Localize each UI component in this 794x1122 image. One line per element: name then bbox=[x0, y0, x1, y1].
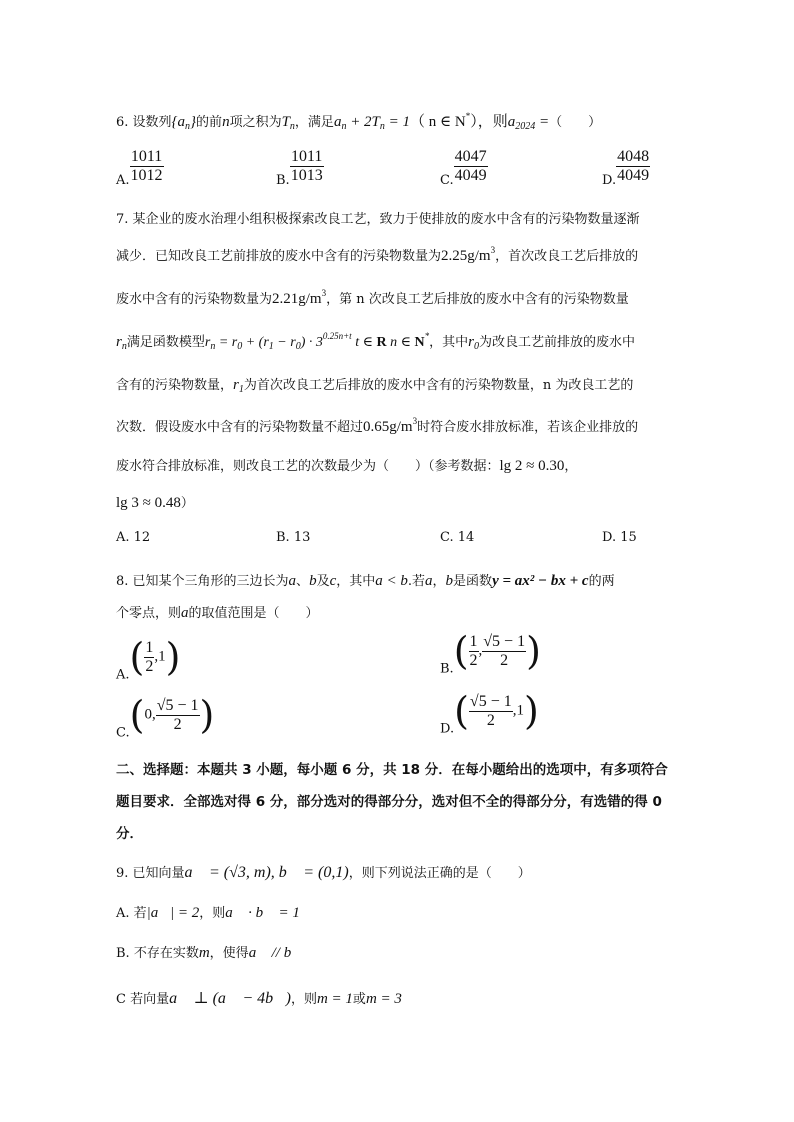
section-2-line-2: 题目要求．全部选对得 6 分，部分选对的得部分分，选对但不全的得部分分，有选错的得 0 bbox=[116, 794, 662, 810]
text: 次数．假设废水中含有的污染物数量不超过 bbox=[116, 420, 364, 435]
fraction: $\frac{4048}{4049}$ bbox=[617, 148, 650, 184]
text: ，其中 bbox=[429, 335, 469, 350]
q7-lg2: lg 2 ≈ 0.30 bbox=[499, 458, 565, 474]
fraction: $\frac{√5 - 1}{2}$ bbox=[469, 692, 512, 729]
text: ，首次改良工艺后排放的 bbox=[495, 249, 639, 264]
text: 是函数 bbox=[453, 574, 493, 589]
text: 、 bbox=[296, 574, 310, 589]
q9-stem bbox=[116, 862, 531, 882]
q6-n: n bbox=[222, 114, 230, 130]
q9-option-a[interactable] bbox=[116, 902, 300, 922]
q6-Tn: $T_n$ bbox=[281, 114, 295, 132]
text: 为改良工艺前排放的废水中 bbox=[478, 335, 635, 350]
q6-option-d[interactable] bbox=[602, 148, 650, 188]
q7-line-3 bbox=[116, 288, 629, 308]
q7-line-7 bbox=[116, 455, 577, 475]
q7-line-4 bbox=[116, 331, 635, 352]
text: ，则 bbox=[199, 906, 226, 921]
text: C 若向量 bbox=[116, 992, 170, 1007]
math: m = 1 bbox=[316, 991, 353, 1007]
fraction: $\frac{√5 - 1}{2}$ bbox=[483, 632, 526, 669]
q7-option-c[interactable]: C. 14 bbox=[440, 530, 475, 545]
q6-option-b[interactable] bbox=[276, 148, 324, 188]
q6-seq: $\{a_n\}$ bbox=[171, 114, 197, 132]
q7-line-8 bbox=[116, 492, 194, 512]
section-2-line-3: 分． bbox=[116, 826, 143, 842]
var-a: a bbox=[425, 573, 433, 589]
q8-option-d[interactable]: D.( $\frac{√5 - 1}{2}$ ,1) bbox=[440, 689, 539, 737]
q6-text: 项之积为 bbox=[229, 115, 282, 130]
text: ， bbox=[432, 574, 446, 589]
q7-line-1: 7. 某企业的废水治理小组积极探索改良工艺，致力于使排放的废水中含有的污染物数量逐渐 bbox=[116, 212, 640, 227]
math: a⃗ · b⃗ = 1 bbox=[225, 905, 300, 921]
function: y = ax² − bx + c bbox=[492, 573, 589, 589]
text: ， bbox=[564, 459, 578, 474]
fraction: $\frac{1}{2}$ bbox=[469, 632, 478, 669]
q7-line-6 bbox=[116, 416, 638, 436]
q6-stem bbox=[116, 110, 601, 132]
q6-equation: $a_n + 2T_n = 1$ bbox=[333, 114, 411, 132]
q7-r1: $r_1$ bbox=[233, 377, 244, 395]
q6-option-a[interactable] bbox=[116, 148, 164, 188]
q8-line-2 bbox=[116, 602, 319, 622]
q6-text: ，满足 bbox=[294, 115, 334, 130]
text: 的取值范围是（ ） bbox=[188, 606, 319, 621]
fraction: $\frac{1011}{1012}$ bbox=[130, 148, 163, 184]
q8-option-a[interactable]: A.( $\frac{1}{2}$ ,1) bbox=[116, 635, 181, 683]
q7-option-a[interactable]: A. 12 bbox=[116, 530, 151, 545]
q7-model: $r_n = r_0 + (r_1 - r_0) \cdot 3^{0.25n+t}$ t ∈ R n ∈ N* bbox=[204, 331, 430, 352]
text: ，其中 bbox=[336, 574, 376, 589]
text: 满足函数模型 bbox=[126, 335, 205, 350]
text: 的两 bbox=[588, 574, 615, 589]
text: .若 bbox=[407, 574, 426, 589]
q6-text: 的前 bbox=[196, 115, 223, 130]
q7-line-5 bbox=[116, 374, 633, 395]
q7-option-b[interactable]: B. 13 bbox=[276, 530, 311, 545]
q9-vectors: a⃗ = (√3, m), b⃗ = (0,1) bbox=[184, 864, 349, 881]
text: 减少．已知改良工艺前排放的废水中含有的污染物数量为 bbox=[116, 249, 442, 264]
text: 及 bbox=[316, 574, 330, 589]
q6-option-c[interactable] bbox=[440, 148, 488, 188]
option-label: A. bbox=[116, 667, 130, 683]
text: ，则 bbox=[290, 992, 317, 1007]
text: 废水符合排放标准，则改良工艺的次数最少为（ ）（参考数据： bbox=[116, 459, 500, 474]
math: a⃗ // b⃗ bbox=[248, 945, 303, 961]
math: |a⃗| = 2 bbox=[146, 905, 200, 921]
text: 为首次改良工艺后排放的废水中含有的污染物数量，n 为改良工艺的 bbox=[243, 378, 634, 393]
inequality: a < b bbox=[375, 573, 408, 589]
option-label: D. bbox=[602, 173, 617, 188]
q7-line-2 bbox=[116, 245, 638, 265]
option-label: C. bbox=[440, 173, 454, 188]
q6-text: 6. 设数列 bbox=[116, 115, 172, 130]
q7-value-3: $0.65g/m^3$ bbox=[363, 416, 418, 435]
var-b: b bbox=[309, 573, 317, 589]
var-b: b bbox=[445, 573, 454, 589]
q6-condition: （ n ∈ N*），则 bbox=[410, 111, 508, 130]
text: 8. 已知某个三角形的三边长为 bbox=[116, 574, 289, 589]
text: ,1 bbox=[512, 702, 524, 719]
q9-option-b[interactable] bbox=[116, 942, 303, 962]
text: 时符合废水排放标准，若该企业排放的 bbox=[417, 420, 639, 435]
q8-line-1 bbox=[116, 570, 615, 590]
math: m = 3 bbox=[365, 991, 402, 1007]
text: ,1 bbox=[154, 648, 166, 665]
q7-rn: $r_n$ bbox=[116, 334, 127, 352]
math: a⃗ ⊥ (a⃗ − 4b⃗) bbox=[169, 990, 291, 1007]
section-2-line-1: 二、选择题：本题共 3 小题，每小题 6 分，共 18 分．在每小题给出的选项中，有多项符合 bbox=[116, 762, 668, 778]
q8-option-c[interactable]: C.(0, $\frac{√5 - 1}{2}$ ) bbox=[116, 693, 215, 741]
option-label: D. bbox=[440, 721, 455, 737]
q7-r0: $r_0$ bbox=[468, 334, 479, 352]
text: 个零点，则 bbox=[116, 606, 182, 621]
text: 废水中含有的污染物数量为 bbox=[116, 292, 273, 307]
text: ，则下列说法正确的是（ ） bbox=[348, 866, 531, 881]
q8-option-b[interactable]: B.( $\frac{1}{2}$ , $\frac{√5 - 1}{2}$ ) bbox=[440, 629, 541, 677]
q7-lg3: lg 3 ≈ 0.48 bbox=[116, 495, 181, 511]
q7-value-2: $2.21g/m^3$ bbox=[272, 288, 327, 307]
fraction: $\frac{4047}{4049}$ bbox=[454, 148, 487, 184]
text: ，使得 bbox=[209, 946, 249, 961]
text: 9. 已知向量 bbox=[116, 866, 185, 881]
text: B. 不存在实数 bbox=[116, 946, 199, 961]
q6-blank: （ ） bbox=[549, 115, 602, 130]
text: 含有的污染物数量， bbox=[116, 378, 234, 393]
text: A. 若 bbox=[116, 906, 147, 921]
q9-option-c[interactable] bbox=[116, 988, 402, 1008]
option-label: B. bbox=[440, 661, 454, 677]
option-label: A. bbox=[116, 173, 130, 188]
text: ） bbox=[180, 496, 194, 511]
fraction: $\frac{1}{2}$ bbox=[145, 638, 154, 675]
text: 0, bbox=[144, 706, 156, 723]
var-a: a bbox=[181, 605, 189, 621]
option-label: C. bbox=[116, 725, 130, 741]
option-label: B. bbox=[276, 173, 290, 188]
fraction: $\frac{√5 - 1}{2}$ bbox=[156, 696, 199, 733]
q7-option-d[interactable]: D. 15 bbox=[602, 530, 637, 545]
var-c: c bbox=[329, 573, 337, 589]
fraction: $\frac{1011}{1013}$ bbox=[290, 148, 323, 184]
text: 或 bbox=[352, 992, 366, 1007]
q7-value-1: $2.25g/m^3$ bbox=[441, 245, 496, 264]
var-a: a bbox=[288, 573, 297, 589]
math: m bbox=[198, 945, 210, 961]
q6-a2024: $a_{2024}$ = bbox=[507, 114, 550, 132]
text: ，第 n 次改良工艺后排放的废水中含有的污染物数量 bbox=[326, 292, 629, 307]
